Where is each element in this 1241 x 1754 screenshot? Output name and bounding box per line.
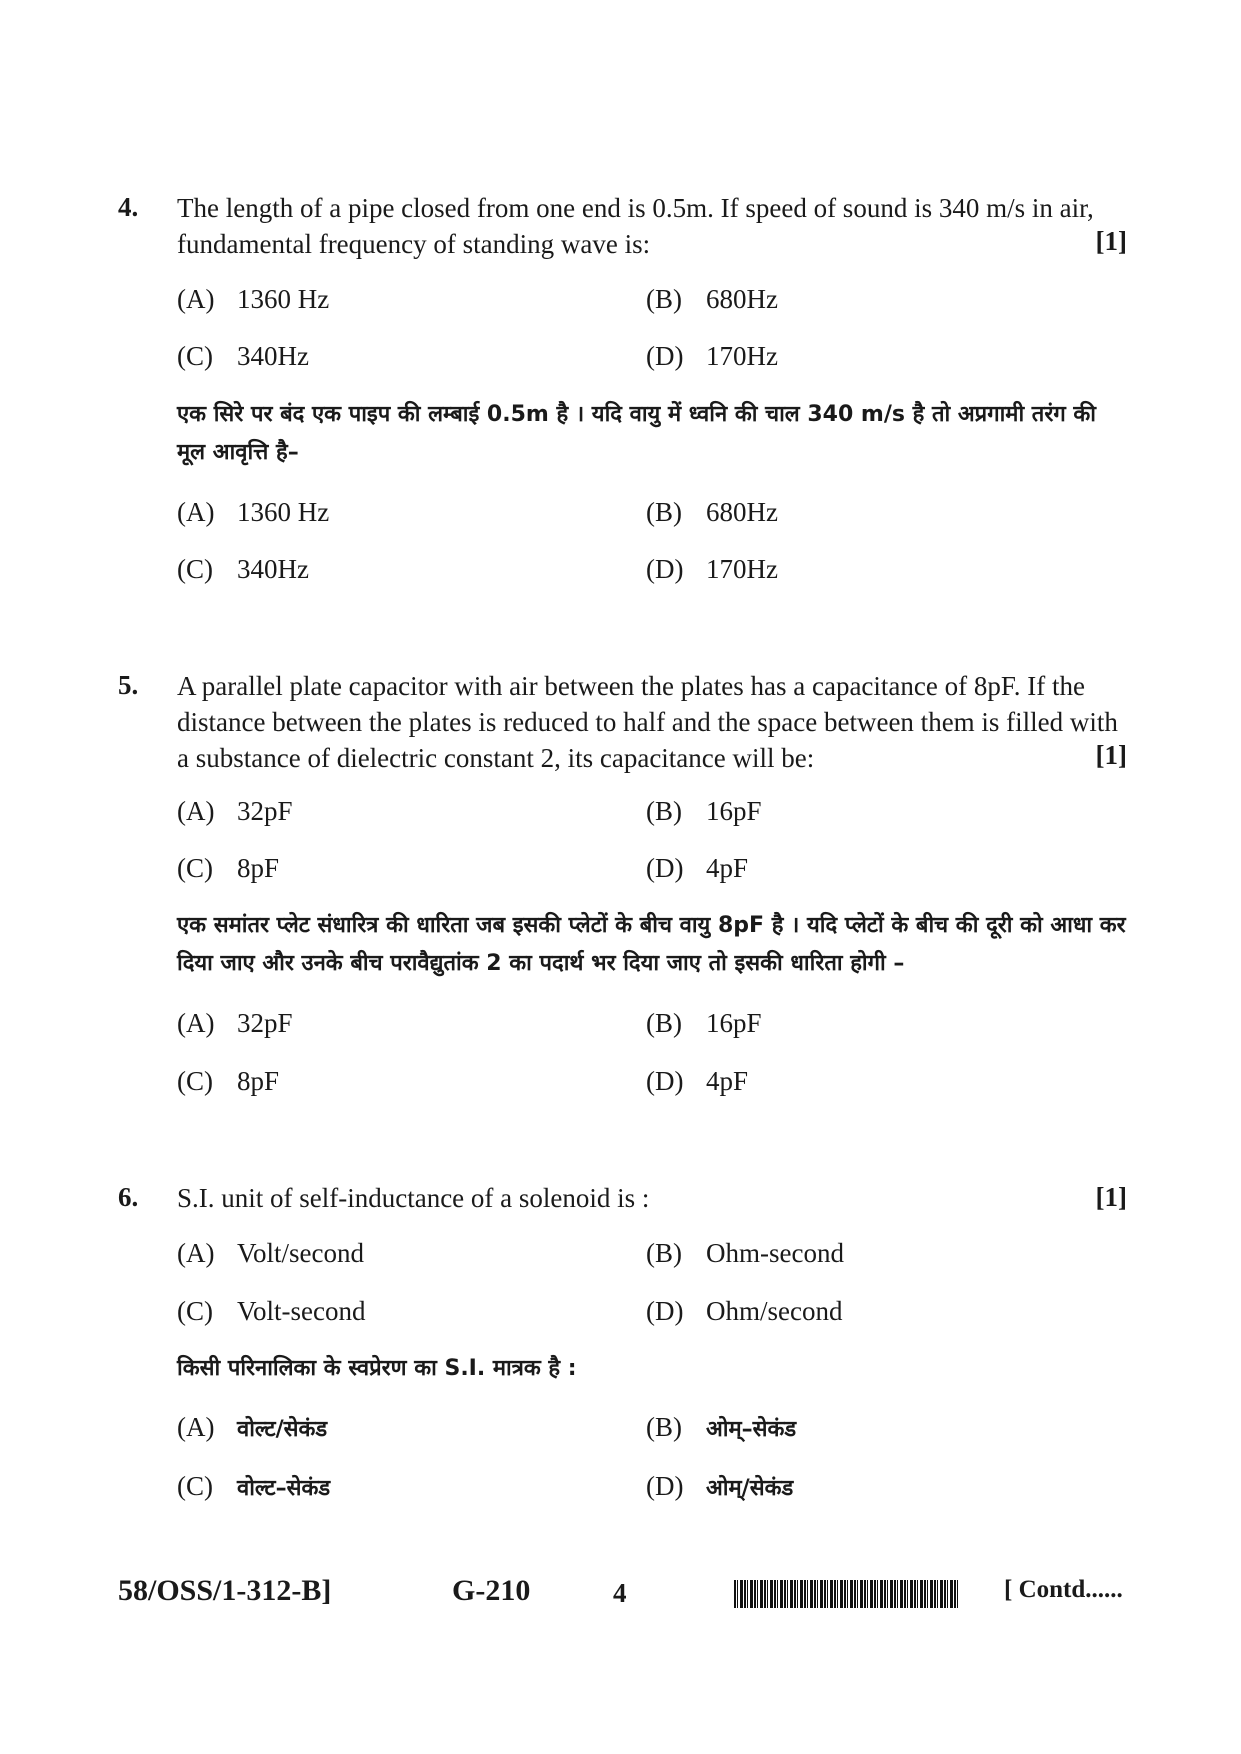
question-text-hindi: एक सिरे पर बंद एक पाइप की लम्बाई 0.5m है । यदि वायु में ध्वनि की चाल 340 m/s है तो अप्रगामी तरंग की मूल आवृत्ति है– — [177, 402, 1096, 465]
option-d: (D) Ohm/second — [646, 1296, 843, 1326]
hindi-option-c: (C) 340Hz — [177, 554, 309, 584]
hindi-option-c: (C) 8pF — [177, 1066, 280, 1096]
contd-label: [ Contd...... — [1004, 1576, 1123, 1603]
hindi-option-b: (B) 16pF — [646, 1008, 762, 1038]
paper-code: 58/OSS/1-312-B] — [118, 1574, 332, 1607]
option-a: (A) 32pF — [177, 796, 293, 826]
hindi-option-d: (D) 4pF — [646, 1066, 749, 1096]
page-number: 4 — [613, 1578, 627, 1608]
hindi-option-d: (D) ओम्/सेकंड — [646, 1471, 794, 1501]
option-c: (C) 340Hz — [177, 341, 309, 371]
hindi-option-c: (C) वोल्ट–सेकंड — [177, 1471, 331, 1501]
option-b: (B) 680Hz — [646, 284, 778, 314]
hindi-option-b: (B) ओम्–सेकंड — [646, 1412, 797, 1442]
hindi-option-d: (D) 170Hz — [646, 554, 778, 584]
series-code: G-210 — [452, 1574, 531, 1607]
question-number: 5. — [118, 670, 139, 700]
question-marks: [1] — [1095, 226, 1127, 256]
question-marks: [1] — [1095, 1182, 1127, 1212]
question-number: 4. — [118, 192, 139, 222]
question-text-hindi: किसी परिनालिका के स्वप्रेरण का S.I. मात्रक है : — [177, 1356, 577, 1381]
option-d: (D) 170Hz — [646, 341, 778, 371]
option-d: (D) 4pF — [646, 853, 749, 883]
question-text-hindi: एक समांतर प्लेट संधारित्र की धारिता जब इसकी प्लेटों के बीच वायु 8pF है । यदि प्लेटों के बीच की दूरी को आधा कर दिया जाए और उनके बीच परावैद्युतांक 2 का पदार्थ भर दिया जाए तो इसकी धारिता होगी – — [177, 913, 1126, 976]
option-c: (C) 8pF — [177, 853, 280, 883]
question-marks: [1] — [1095, 740, 1127, 770]
barcode — [734, 1580, 958, 1608]
question-number: 6. — [118, 1182, 139, 1212]
question-text: A parallel plate capacitor with air between the plates has a capacitance of 8pF. If the distance between the plates is reduced to half and the space between them is filled with a substance of dielectric constant 2, its capacitance will be: — [177, 671, 1118, 773]
question-text: S.I. unit of self-inductance of a solenoid is : — [177, 1183, 650, 1213]
option-a: (A) Volt/second — [177, 1238, 364, 1268]
option-a: (A) 1360 Hz — [177, 284, 330, 314]
option-b: (B) 16pF — [646, 796, 762, 826]
question-text: The length of a pipe closed from one end is 0.5m. If speed of sound is 340 m/s in air, fundamental frequency of standing wave is: — [177, 193, 1094, 259]
option-b: (B) Ohm-second — [646, 1238, 844, 1268]
hindi-option-a: (A) वोल्ट/सेकंड — [177, 1412, 328, 1442]
hindi-option-a: (A) 32pF — [177, 1008, 293, 1038]
hindi-option-a: (A) 1360 Hz — [177, 497, 330, 527]
hindi-option-b: (B) 680Hz — [646, 497, 778, 527]
option-c: (C) Volt-second — [177, 1296, 366, 1326]
